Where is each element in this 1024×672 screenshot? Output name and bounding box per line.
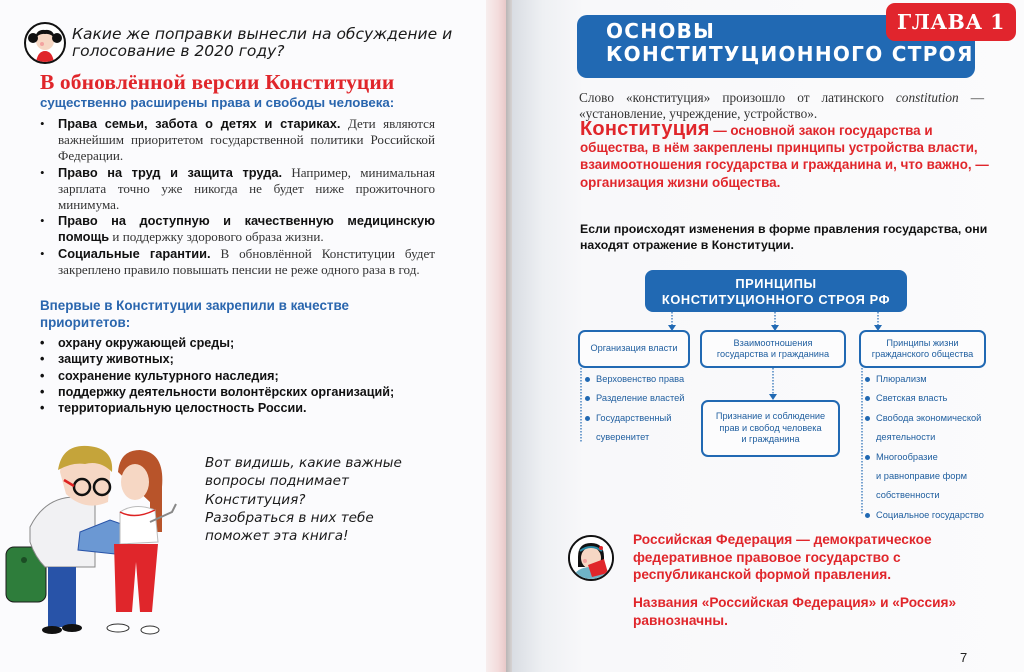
list-item: • охрану окружающей среды; — [40, 335, 394, 351]
diagram-box-state-citizen — [700, 330, 846, 368]
constitution-definition: Конституция — основной закон государства и общества, в нём закреплены принципы устройства власти, взаимоотношения государства и гражданина и, что важно, — организация жизни общества. — [580, 118, 989, 190]
list-item: • сохранение культурного наследия; — [40, 368, 394, 384]
speech-text — [205, 454, 425, 545]
chapter-badge: ГЛАВА 1 — [886, 3, 1016, 41]
list-item: • защиту животных; — [40, 351, 394, 367]
priorities-heading: Впервые в Конституции закрепили в качестве приоритетов: — [40, 298, 349, 330]
box-label-line: гражданского общества — [871, 349, 974, 359]
speech-line: Разобраться в них тебе — [205, 509, 374, 526]
diagram-root-box — [645, 270, 907, 312]
box-label-line: Признание и соблюдение — [715, 411, 826, 422]
girl-avatar-icon — [24, 22, 66, 64]
list-item: Социальное государство — [864, 506, 999, 525]
diagram-root-line: ПРИНЦИПЫ — [735, 276, 817, 291]
list-item: • Право на доступную и качественную медицинскую помощь и поддержку здорового образа жизни. — [40, 213, 435, 245]
speech-line: Вот видишь, какие важные — [205, 455, 402, 471]
intro-paragraph: Слово «конституция» произошло от латинского constitution — «установление, учреждение, устройство». — [579, 90, 985, 121]
box-label-line: прав и свобод человека — [719, 422, 822, 433]
box-label-line: и гражданина — [741, 434, 800, 445]
question-text: Какие же поправки вынесли на обсуждение и голосование в 2020 году? — [72, 25, 453, 60]
rf-names-note: Названия «Российская Федерация» и «Россия» равнозначны. — [633, 595, 957, 628]
list-item: Многообразие и равноправие форм собственности — [864, 448, 999, 506]
box-label: Организация власти — [590, 343, 678, 354]
section-heading: В обновлённой версии Конституции — [40, 70, 395, 94]
list-item: Государственный суверенитет — [584, 409, 704, 448]
diagram-box-power-organization — [578, 330, 690, 368]
list-item: Светская власть — [864, 389, 999, 408]
rf-statement: Российская Федерация — демократическое федеративное правовое государство с республиканской формой правления. — [633, 532, 932, 582]
list-item: Разделение властей — [584, 389, 704, 408]
box-label-line: Принципы жизни — [886, 337, 959, 348]
box-label-line: государства и гражданина — [716, 349, 830, 359]
rights-list — [40, 116, 435, 278]
chapter-title-line: ОСНОВЫ — [606, 19, 716, 43]
section-subheading: существенно расширены права и свободы человека: — [40, 95, 395, 110]
page-number: 7 — [960, 650, 968, 665]
priorities-list — [40, 335, 394, 416]
speech-line: Конституция? — [205, 491, 306, 508]
list-item: Верховенство права — [584, 370, 704, 389]
kids-reading-illustration — [0, 432, 190, 642]
diagram-root-line: КОНСТИТУЦИОННОГО СТРОЯ РФ — [661, 291, 891, 307]
list-item: Свобода экономической деятельности — [864, 409, 999, 448]
chapter-title-line: КОНСТИТУЦИОННОГО СТРОЯ — [606, 42, 974, 66]
speech-line: поможет эта книга! — [205, 528, 349, 545]
list-item: • Право на труд и защита труда. Например, минимальная зарплата точно уже никогда не будет ниже прожиточного минимума. — [40, 165, 435, 214]
diagram-box-rights-recognition — [701, 400, 840, 457]
power-organization-list — [584, 370, 704, 448]
change-note: Если происходят изменения в форме правления государства, они находят отражение в Конституции. — [580, 222, 988, 252]
list-item: • поддержку деятельности волонтёрских организаций; — [40, 384, 394, 400]
list-item: • Права семьи, забота о детях и стариках. Дети являются важнейшим приоритетом государственной политики Российской Федерации. — [40, 116, 435, 165]
page-edge — [486, 0, 506, 672]
list-item: • территориальную целостность России. — [40, 400, 394, 416]
list-item: • Социальные гарантии. В обновлённой Конституции будет закреплено правило повышать пенсии не реже одного раза в год. — [40, 246, 435, 278]
speech-line: вопросы поднимает — [205, 473, 349, 490]
reading-girl-avatar-icon — [568, 535, 614, 581]
civil-society-list — [864, 370, 999, 525]
list-item: Плюрализм — [864, 370, 999, 389]
diagram-box-civil-society — [859, 330, 986, 368]
box-label-line: Взаимоотношения — [733, 337, 813, 348]
definition-term: Конституция — [580, 118, 710, 140]
